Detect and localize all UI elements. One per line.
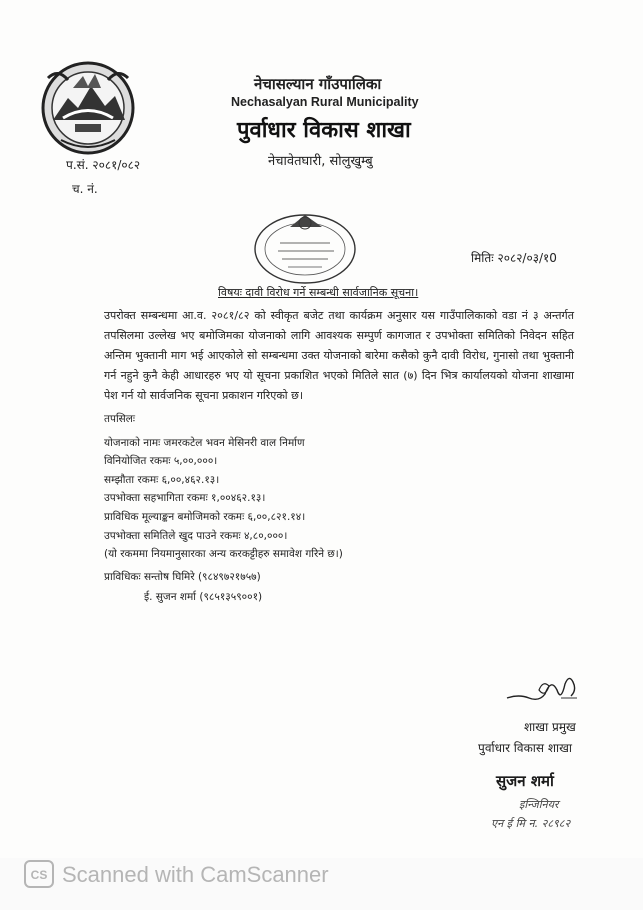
detail-technical-evaluation: प्राविधिक मूल्याङ्कन बमोजिमको रकमः ६,००,८२१.१४। [104,510,306,523]
notice-body: उपरोक्त सम्बन्धमा आ.व. २०८१/८२ को स्वीकृत बजेट तथा कार्यक्रम अनुसार यस गाउँपालिकाको वडा नं ३ अन्तर्गत तपसिलमा उल्लेख भए बमोजिमका योजनाको लागि आवश्यक सम्पुर्ण कागजात र उपभोक्ता समितिको निवेदन सहित अन्तिम भुक्तानी माग भई आएकोले सो सम्बन्धमा उक्त योजनाको बारेमा कसैको कुनै दावी विरोध, गुनासो तथा भुक्तानी गर्न नहुने कुनै केही आधारहरु भए यो सूचना प्रकाशित भएको मितिले सात (७) दिन भित्र कार्यालयको योजना शाखामा पेश गर्न यो सार्वजनिक सूचना प्रकाशन गरिएको छ। [104,309,574,402]
municipality-emblem-icon [33,58,143,158]
details-list [104,410,343,564]
org-name-nepali: नेचासल्यान गाँउपालिका [254,75,382,93]
detail-project-name: योजनाको नामः जमरकटेल भवन मेसिनरी वाल निर्माण [104,436,305,449]
detail-consumer-share: उपभोक्ता सहभागिता रकमः १,००४६२.१३। [104,492,266,505]
org-name-english: Nechasalyan Rural Municipality [231,95,419,109]
detail-allocated-amount: विनियोजित रकमः ५,००,०००। [104,455,218,468]
notice-date: मितिः २०८२/०३/१0 [471,251,557,265]
signatory-designation: इन्जिनियर [519,798,559,811]
signatory-name: सुजन शर्मा [496,772,554,790]
signatory-title: शाखा प्रमुख [524,720,576,734]
notice-subject: विषयः दावी विरोध गर्ने सम्बन्धी सार्वजानिक सूचना। [218,286,419,299]
reference-number: प.सं. २०८१/०८२ [66,158,141,172]
office-address: नेचावेतघारी, सोलुखुम्बु [268,154,373,169]
technician-line-2: ई. सुजन शर्मा (९८५१३५९००१) [144,591,263,603]
dispatch-number: च. नं. [72,182,98,196]
scanner-watermark-text: Scanned with CamScanner [62,862,329,887]
signatory-license: एन ई मि न. २८९८२ [491,817,571,830]
detail-agreement-amount: सम्झौता रकमः ६,००,४६२.१३। [104,473,220,486]
signature-icon [505,668,580,706]
detail-net-amount: उपभोक्ता समितिले खुद पाउने रकमः ४,८०,०००। [104,529,288,542]
detail-note: (यो रकममा नियमानुसारका अन्य करकट्टीहरु समावेश गरिने छ।) [104,548,343,561]
camscanner-logo-icon [24,860,54,888]
technician-line-1: प्राविधिकः सन्तोष घिमिरे (९८४९७२१७५७) [104,571,261,583]
details-heading: तपसिलः [104,413,136,425]
branch-title: पुर्वाधार विकास शाखा [237,118,411,143]
office-stamp-icon [250,207,360,287]
signatory-branch: पुर्वाधार विकास शाखा [478,741,573,755]
camscanner-logo-text: CS [30,868,48,882]
